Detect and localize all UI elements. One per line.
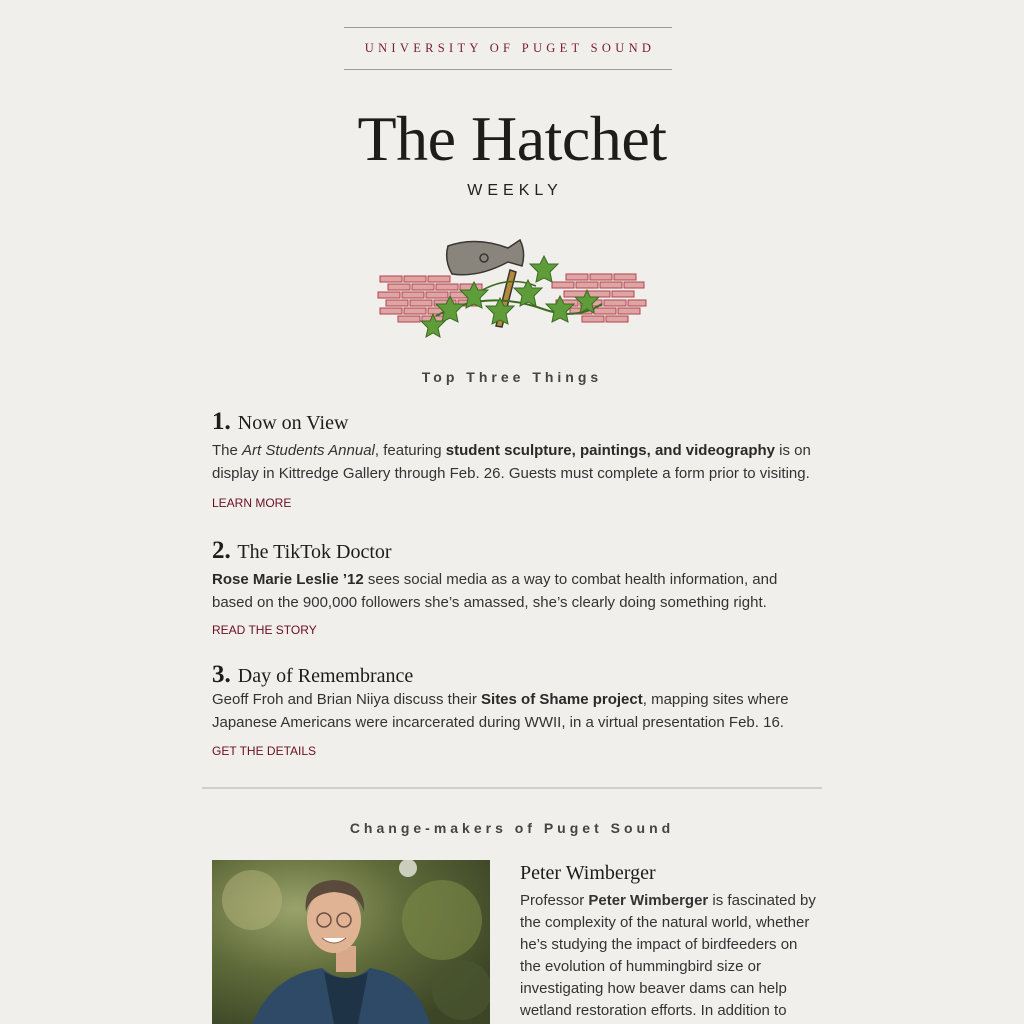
get-the-details-link[interactable]: GET THE DETAILS bbox=[212, 744, 317, 758]
item-title bbox=[212, 663, 816, 688]
learn-more-link[interactable]: LEARN MORE bbox=[212, 496, 292, 510]
emphasis-text[interactable]: Sites of Shame project bbox=[481, 691, 643, 708]
publication-title: Art Students Annual bbox=[242, 442, 375, 459]
portrait-photo bbox=[212, 860, 490, 1024]
section-divider bbox=[202, 787, 822, 789]
item-description bbox=[212, 689, 816, 734]
section-heading-top-three: Top Three Things bbox=[421, 369, 603, 385]
item-title bbox=[212, 539, 816, 564]
masthead bbox=[344, 27, 672, 70]
hatchet-brick-ivy-icon bbox=[376, 234, 650, 342]
item-number: 2. bbox=[212, 537, 231, 564]
newsletter-subtitle: WEEKLY bbox=[467, 182, 563, 199]
read-the-story-link[interactable]: READ THE STORY bbox=[212, 623, 317, 637]
text-span: , featuring bbox=[374, 442, 446, 459]
text-span: sees social media as a way to combat health information, and based on the 900,000 followers she’s amassed, she’s clearly doing something right. bbox=[212, 571, 778, 611]
text-span: The bbox=[212, 442, 243, 459]
profile-description bbox=[520, 890, 820, 1022]
profile-name: Peter Wimberger bbox=[520, 862, 656, 884]
text-span: Geoff Froh and Brian Niiya discuss their bbox=[212, 691, 482, 708]
text-span: , mapping sites where Japanese Americans were incarcerated during WWII, in a virtual presentation Feb. 16. bbox=[212, 691, 789, 731]
university-wordmark[interactable]: UNIVERSITY OF PUGET SOUND bbox=[364, 41, 656, 55]
list-item bbox=[212, 663, 816, 760]
item-number: 3. bbox=[212, 661, 231, 688]
newsletter-title: The Hatchet bbox=[357, 103, 667, 174]
text-span: is on display in Kittredge Gallery through Feb. 26. Guests must complete a form prior to visiting. bbox=[212, 442, 811, 482]
section-heading-changemakers: Change-makers of Puget Sound bbox=[349, 820, 675, 836]
emphasis-text: student sculpture, paintings, and videography bbox=[445, 442, 775, 459]
item-number: 1. bbox=[212, 408, 231, 435]
emphasis-text[interactable]: Rose Marie Leslie ’12 bbox=[212, 571, 364, 588]
item-description bbox=[212, 440, 816, 485]
text-span: Professor bbox=[520, 892, 589, 909]
emphasis-text: Peter Wimberger bbox=[588, 892, 709, 909]
item-title bbox=[212, 410, 816, 435]
item-description bbox=[212, 569, 816, 614]
item-heading: The TikTok Doctor bbox=[237, 541, 392, 563]
list-item bbox=[212, 410, 816, 512]
text-span: is fascinated by the complexity of the natural world, whether he’s studying the impact of birdfeeders on the evolution of hummingbird size or investigating how beaver dams can help wetland restoration efforts. In addition to bbox=[520, 892, 816, 1019]
item-heading: Day of Remembrance bbox=[237, 665, 414, 687]
list-item bbox=[212, 539, 816, 639]
item-heading: Now on View bbox=[237, 412, 349, 434]
